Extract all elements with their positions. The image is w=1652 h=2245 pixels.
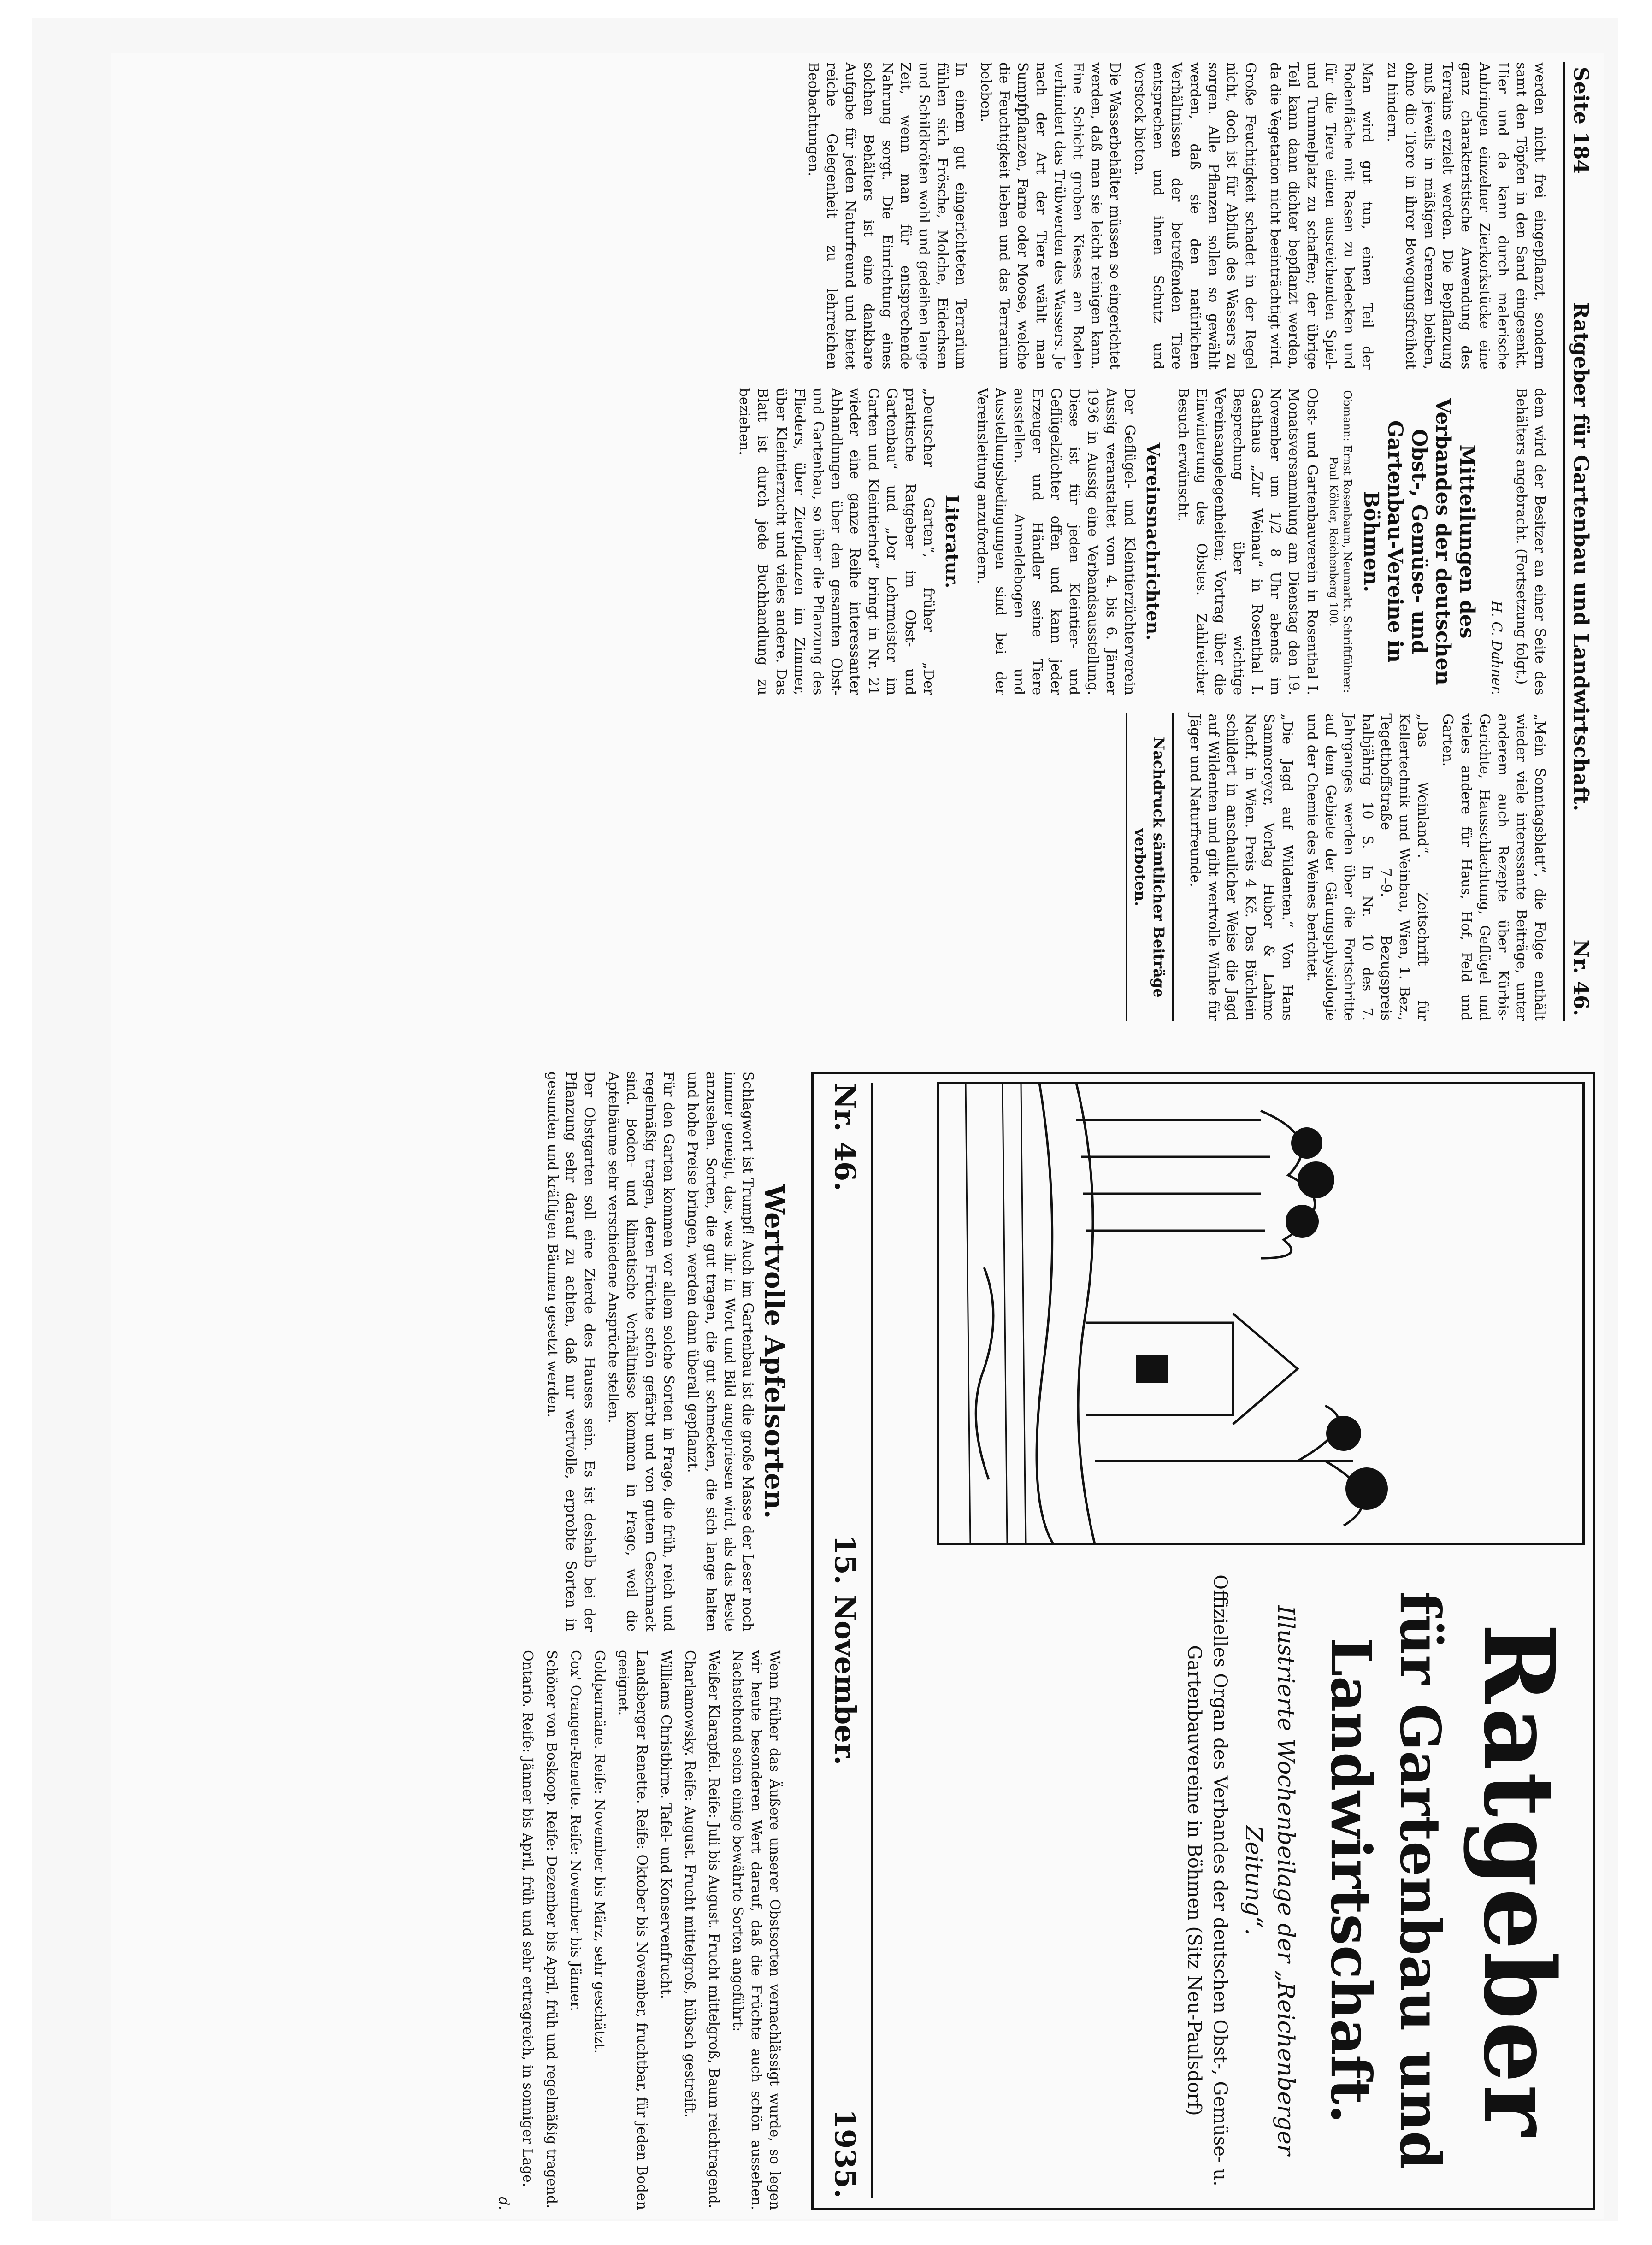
- variety-entry: Cox' Orangen-Renette. Reife: November bis Jänner.: [567, 1650, 584, 2011]
- literature-entry: „Die Jagd auf Wildenten.“ Von Hans Sammereyer, Verlag Huber & Lahme Nachf. in Wien. Preis 4 Kč. Das Büchlein schildert in anschaulicher Weise die Jagd auf Wildenten und gibt wertvolle Winke für Jäger und Naturfreunde.: [1187, 713, 1295, 1021]
- variety-entry: Weißer Klarapfel. Reife: Juli bis August. Frucht mittelgroß, Baum reichtragend.: [706, 1650, 722, 2209]
- dateline: [828, 1083, 873, 2198]
- news-text: Der Geflügel- und Kleintierzüchterverein Aussig veranstaltet vom 4. bis 6. Jänner 1936 in Aussig eine Verbandsausstellung. Diese ist für jeden Kleintier- und Geflügelzüchter offen und kann jeder Erzeuger und Händler seine Tiere ausstellen. Anmeldebogen und Ausstellungsbedingungen sind bei der Vereinsleitung anzufordern.: [974, 388, 1138, 695]
- paragraph: Schlagwort ist Trumpf! Auch im Gartenbau ist die große Masse der Leser noch immer geneigt, das, was ihr in Wort und Bild angepriesen wird, als das Beste anzusehen. Sorten, die gut tragen, die gut schmecken, die sich lange halten und hohe Preise bringen, werden dann überall gepflanzt.: [684, 1072, 756, 1632]
- article-column-2: [120, 1650, 784, 2210]
- paragraph: Man wird gut tun, einen Teil der Bodenfläche mit Rasen zu bedecken und für die Tiere einen ausreichenden Spiel- und Tummelplatz zu schaffen; der übrige Teil kann dann dichter bepflanzt werden, da die Vegetation nicht beeinträchtigt wird.: [1267, 62, 1375, 370]
- article-title: Wertvolle Apfelsorten.: [759, 1184, 790, 1519]
- paragraph: werden nicht frei eingepflanzt, sondern samt den Töpfen in den Sand eingesenkt. Hier und da kann durch malerische Anbringen einzelner Zierkorkstücke eine ganz charakteristische Anwendung des Terrains erzielt werden. Die Bepflanzung muß jeweils in mäßigen Grenzen bleiben, ohne die Tiere in ihrer Bewegungsfreiheit zu hindern.: [1384, 62, 1548, 370]
- variety-entry: Landsberger Renette. Reife: Oktober bis November, fruchtbar, für jeden Boden geeignet.: [615, 1650, 650, 2210]
- literature-entry: „Deutscher Garten“, früher „Der praktische Ratgeber im Obst- und Gartenbau“ und „Der Lehrmeister im Garten und Kleintierhof“ bringt in Nr. 21 wieder eine ganze Reihe interessanter Abhandlungen über den gesamten Obst- und Gartenbau, so über die Pflanzung des Flieders, über Zierpflanzen im Zimmer, über Kleintierzucht und vieles andere. Das Blatt ist durch jede Buchhandlung zu beziehen.: [736, 388, 937, 695]
- paragraph: Große Feuchtigkeit schadet in der Regel nicht, doch ist für Abfluß des Wassers zu sorgen. Alle Pflanzen sollen so gewählt werden, daß sie den natürlichen Verhältnissen der betreffenden Tiere entsprechen und ihnen Schutz und Versteck bieten.: [1132, 62, 1258, 370]
- literature-heading: Literatur.: [942, 495, 962, 589]
- paragraph: Der Obstgarten soll eine Zierde des Hauses sein. Es ist deshalb bei der Pflanzung sehr darauf zu achten, daß nur wertvolle, erprobte Sorten in gesunden und kräftigen Bäumen gesetzt werden.: [544, 1072, 597, 1632]
- article-columns: [120, 1072, 790, 2210]
- paragraph: Die Wasserbehälter müssen so eingerichtet werden, daß man sie leicht reinigen kann. Eine Schicht groben Kieses am Boden verhindert das Trübwerden des Wassers. Je nach der Art der Tiere wählt man Sumpfpflanzen, Farne oder Moose, welche die Feuchtigkeit lieben und das Terrarium beleben.: [978, 62, 1123, 370]
- paragraph: In einem gut eingerichteten Terrarium fühlen sich Frösche, Molche, Eidechsen und Schildkröten wohl und gedeihen lange Zeit, wenn man für entsprechende Nahrung sorgt. Die Einrichtung eines solchen Behälters ist eine dankbare Aufgabe für jeden Naturfreund und bietet reiche Gelegenheit zu lehrreichen Beobachtungen.: [805, 62, 969, 370]
- paragraph: Wenn früher das Äußere unserer Obstsorten vernachlässigt wurde, so legen wir heute besonderen Wert darauf, daß die Früchte auch schön aussehen. Nachstehend seien einige bewährte Sorten angeführt:: [730, 1650, 783, 2210]
- article-column-1: [120, 1072, 790, 1632]
- variety-entry: Charlamowsky. Reife: August. Frucht mittelgroß, hübsch gestreift.: [682, 1650, 698, 2118]
- society-heading: Mitteilungen des Verbandes der deutschen Obst-, Gemüse- und Gartenbau-Vereine in Böhmen.: [1359, 398, 1479, 685]
- newspaper-spread: [111, 53, 1604, 2219]
- news-heading: Vereinsnachrichten.: [1143, 442, 1163, 641]
- left-columns: [129, 62, 1549, 1021]
- literature-entry: „Mein Sonntagsblatt“, die Folge enthält wieder viele interessante Beiträge, unter anderem auch Rezepte über Kürbis-Gerichte, Hausschlachtung, Geflügel und vieles andere für Haus, Hof, Feld und Garten.: [1440, 713, 1548, 1021]
- variety-entry: Goldparmäne. Reife: November bis März, sehr geschätzt.: [591, 1650, 608, 2054]
- issue-year: 1935.: [828, 2109, 862, 2198]
- variety-entry: Schöner von Boskoop. Reife: Dezember bis April, früh und regelmäßig tragend.: [543, 1650, 560, 2209]
- society-credit: Obmann: Ernst Rosenbaum, Neumarkt. Schriftführer: Paul Köhler, Reichenberg 100.: [1327, 390, 1354, 693]
- masthead: [811, 1072, 1595, 2210]
- reprint-notice: Nachdruck sämtlicher Beiträge verboten.: [1126, 713, 1174, 1021]
- variety-entry: Williams Christbirne. Tafel- und Konservenfrucht.: [658, 1650, 674, 1999]
- running-title: Ratgeber für Gartenbau und Landwirtschaft.: [1569, 302, 1593, 812]
- tagline: Illustrierte Wochenbeilage der „Reichenberger Zeitung“.: [1240, 1605, 1299, 2156]
- newspaper-subtitle: für Gartenbau und Landwirtschaft.: [1318, 1591, 1452, 2170]
- left-page: [120, 62, 1595, 1021]
- paragraph: dem wird der Besitzer an einer Seite des Behälters angebracht. (Fortsetzung folgt.): [1513, 388, 1548, 695]
- society-text: Obst- und Gartenbauverein in Rosenthal I. Monatsversammlung am Dienstag den 19. November um 1/2 8 Uhr abends im Gasthaus „Zur Weinau“ in Rosenthal I. Besprechung über wichtige Vereinsangelegenheiten; Vortrag über die Einwinterung des Obstes. Zahlreicher Besuch erwünscht.: [1175, 388, 1320, 695]
- left-column-1: [129, 62, 1549, 370]
- right-page: [120, 1072, 1595, 2210]
- organ-line: Offizielles Organ des Verbandes der deutschen Obst-, Gemüse- u. Gartenbauvereine in Böhmen (Sitz Neu-Paulsdorf): [1184, 1574, 1231, 2186]
- garden-illustration: [938, 1083, 1583, 1544]
- article-signature: d.: [496, 2197, 512, 2210]
- author-signature: H. C. Dahner.: [1488, 601, 1504, 695]
- masthead-text: [1181, 1562, 1574, 2198]
- literature-entry: „Das Weinland“. Zeitschrift für Kellertechnik und Weinbau, Wien, 1. Bez., Tegetthoffstraße 7–9. Bezugspreis halbjährig 10 S. In Nr. 10 des 7. Jahrganges werden über die Fortschritte auf dem Gebiete der Gärungsphysiologie und der Chemie des Weines berichtet.: [1304, 713, 1431, 1021]
- running-header: [1563, 62, 1595, 1021]
- page-number: Seite 184: [1569, 67, 1593, 174]
- issue-number: Nr. 46.: [828, 1083, 862, 1191]
- issue-label: Nr. 46.: [1569, 939, 1593, 1016]
- issue-date: 15. November.: [828, 1535, 862, 1766]
- newspaper-title: Ratgeber: [1462, 1623, 1576, 2138]
- left-column-2: [129, 388, 1549, 695]
- left-column-3: [129, 713, 1549, 1021]
- variety-entry: Ontario. Reife: Jänner bis April, früh und sehr ertragreich, in sonniger Lage.: [519, 1650, 536, 2187]
- paragraph: Für den Garten kommen vor allem solche Sorten in Frage, die früh, reich und regelmäßig tragen, deren Früchte schön gefärbt und von gutem Geschmack sind. Boden- und klimatische Verhältnisse kommen in Frage, weil die Apfelbäume sehr verschiedene Ansprüche stellen.: [605, 1072, 677, 1632]
